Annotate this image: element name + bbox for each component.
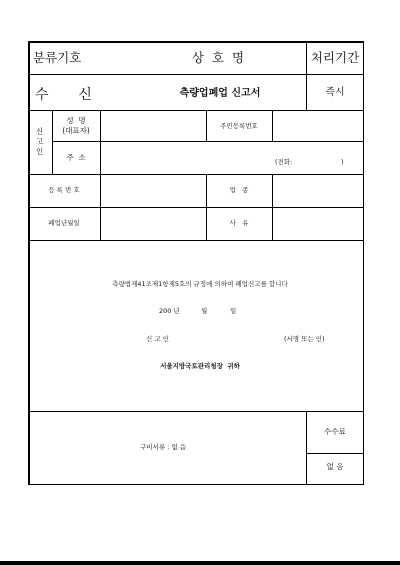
business-type-label: 업 종 bbox=[229, 186, 249, 194]
processing-period-value: 즉시 bbox=[325, 87, 345, 98]
rule-v-label-col-c bbox=[100, 174, 101, 240]
phone-label: (전화: bbox=[275, 158, 293, 166]
date-day: 일 bbox=[230, 307, 237, 315]
signature-label: (서명 또는 인) bbox=[284, 335, 325, 343]
rule-v-label-col-b bbox=[100, 141, 101, 174]
resident-no-label: 주민등록번호 bbox=[220, 122, 258, 130]
rule-h1 bbox=[28, 74, 364, 75]
report-form bbox=[28, 41, 364, 485]
rule-h4 bbox=[28, 174, 364, 175]
rule-v-mid-a bbox=[206, 110, 207, 141]
representative-label: (대표자) bbox=[62, 126, 90, 135]
rule-h2 bbox=[28, 110, 364, 111]
reason-label: 사 유 bbox=[229, 219, 249, 227]
fee-value: 없 음 bbox=[326, 462, 344, 471]
declaration-statement: 측량법제41조제1항제5호의 규정에 의하여 폐업신고를 합니다 bbox=[112, 280, 288, 288]
form-border-top bbox=[28, 41, 364, 43]
rule-h5 bbox=[28, 207, 364, 208]
rule-v-fee bbox=[306, 411, 307, 485]
documents-label: 구비서류 : 없 음 bbox=[140, 443, 187, 451]
rule-h8 bbox=[306, 453, 364, 454]
rule-v-reporter-group bbox=[52, 110, 53, 174]
reporter-sign-label: 신 고 인 bbox=[146, 335, 169, 343]
name-label: 성 명 bbox=[66, 116, 86, 125]
rule-h7 bbox=[28, 411, 364, 412]
date-month: 월 bbox=[201, 307, 208, 315]
rule-v-period bbox=[306, 41, 307, 110]
address-label: 주 소 bbox=[66, 153, 86, 162]
processing-period-label: 처리기간 bbox=[310, 50, 360, 65]
receive-label: 수 신 bbox=[35, 87, 99, 103]
reporter-group-char-1: 신 bbox=[36, 127, 44, 136]
form-border-bottom bbox=[28, 484, 364, 486]
rule-h3 bbox=[52, 141, 364, 142]
addressee: 서울지방국토관리청장 귀하 bbox=[160, 362, 240, 370]
registration-no-label: 등 록 번 호 bbox=[48, 186, 80, 194]
fee-label: 수수료 bbox=[324, 427, 346, 436]
bottom-edge-bar bbox=[0, 561, 400, 565]
reporter-group-char-2: 고 bbox=[36, 137, 44, 146]
reporter-group-char-3: 인 bbox=[36, 147, 44, 156]
classification-label: 분류기호 bbox=[33, 50, 82, 65]
form-border-right bbox=[363, 41, 365, 485]
date-year: 200 년 bbox=[159, 307, 180, 315]
rule-v-label-col-a bbox=[100, 110, 101, 141]
closure-date-label: 폐업년월일 bbox=[48, 219, 80, 227]
form-title: 측량업폐업 신고서 bbox=[179, 88, 261, 99]
trade-name-label: 상 호 명 bbox=[191, 50, 247, 65]
rule-v-right-a bbox=[272, 110, 273, 141]
rule-h6 bbox=[28, 240, 364, 241]
phone-close: ) bbox=[341, 158, 344, 166]
rule-v-right-b bbox=[272, 174, 273, 240]
form-border-left bbox=[28, 41, 30, 485]
rule-v-mid-b bbox=[206, 174, 207, 240]
